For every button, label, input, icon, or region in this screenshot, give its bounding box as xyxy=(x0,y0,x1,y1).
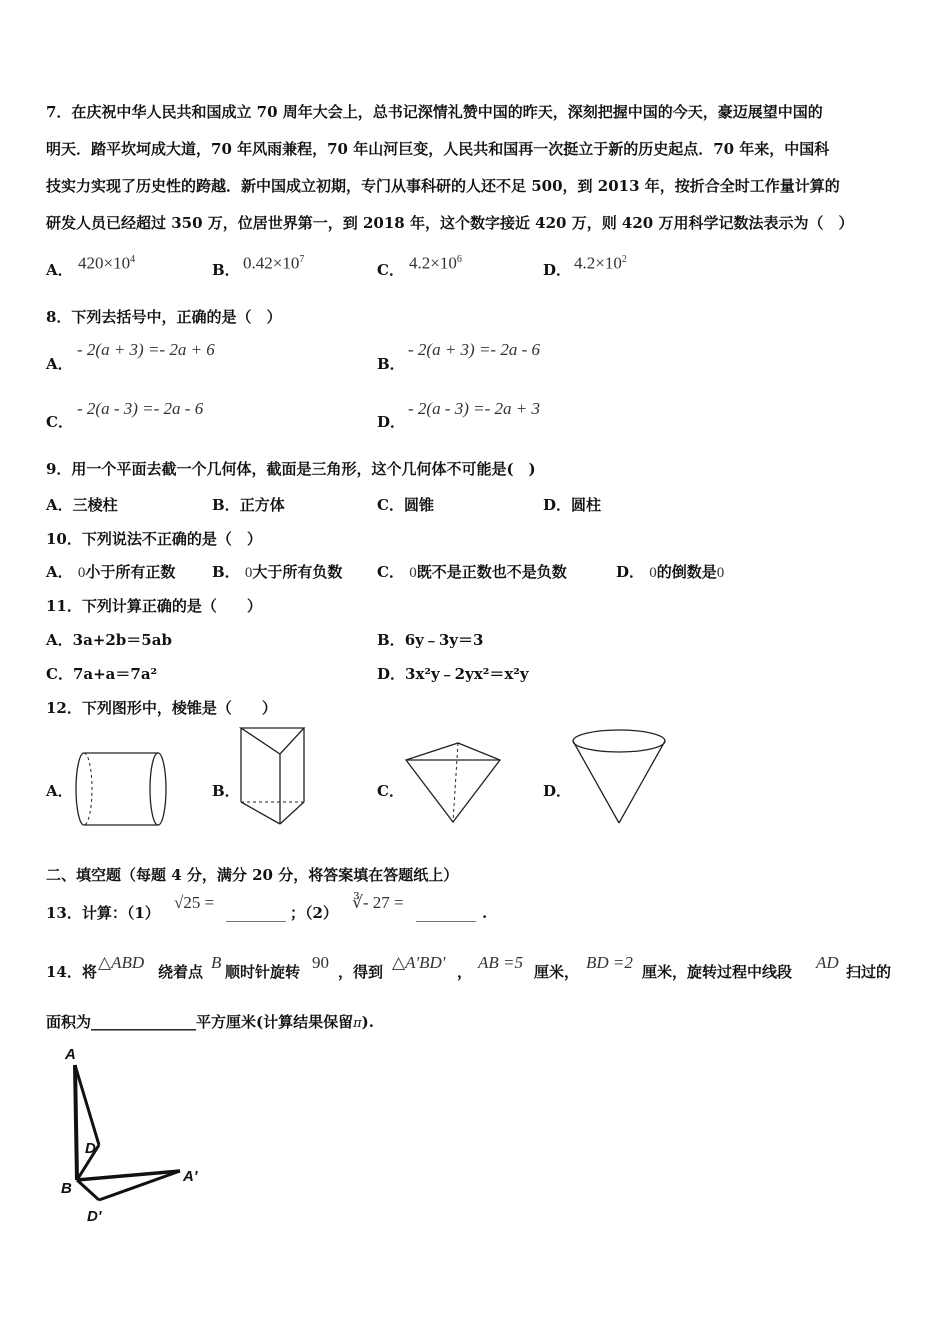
q14-part-7: △A'BD' xyxy=(392,953,446,972)
q11-option-c: C．7a+a＝7a² xyxy=(46,665,158,683)
q11-option-b: B．6y﹣3y＝3 xyxy=(377,631,484,649)
q11-stem: 11．下列计算正确的是（ ） xyxy=(46,597,262,615)
q14-part-10: 厘米， xyxy=(534,963,580,981)
q12-option-a-label: A． xyxy=(46,782,73,800)
figure-label-d-prime: D' xyxy=(87,1208,102,1225)
q7-option-c-label: C． xyxy=(377,261,404,279)
q8-option-c-label: C． xyxy=(46,413,73,431)
q12-option-c-label: C． xyxy=(377,782,404,800)
q7-option-b-label: B． xyxy=(212,261,240,279)
q12-option-b-label: B． xyxy=(212,782,240,800)
q8-option-c-expr: - 2(a - 3) =- 2a - 6 xyxy=(77,399,204,418)
q14-part-11: BD =2 xyxy=(586,953,633,972)
q8-option-b-label: B． xyxy=(377,355,405,373)
q10-option-d: D． 0的倒数是0 xyxy=(616,563,725,581)
q10-stem: 10．下列说法不正确的是（ ） xyxy=(46,530,262,548)
q14-part-13: AD xyxy=(816,953,839,972)
q9-option-d: D．圆柱 xyxy=(543,496,602,514)
q13-blank-2: ________ xyxy=(416,904,476,922)
q14-part-5: 90 xyxy=(312,953,329,972)
q10-option-c: C． 0既不是正数也不是负数 xyxy=(377,563,567,581)
q13-end: . xyxy=(482,904,488,922)
q8-option-d-expr: - 2(a - 3) =- 2a + 3 xyxy=(408,399,540,418)
q14-part-4: 顺时针旋转 xyxy=(225,963,301,981)
q7-option-a-label: A． xyxy=(46,261,73,279)
q12-stem: 12．下列图形中，棱锥是（ ） xyxy=(46,699,277,717)
cylinder-right-face xyxy=(150,753,166,825)
q14-part-3: B xyxy=(211,953,222,972)
cone-figure xyxy=(570,728,670,826)
q14-part-12: 厘米，旋转过程中线段 xyxy=(642,963,793,981)
q9-option-b: B．正方体 xyxy=(212,496,285,514)
q7-line-3: 技实力实现了历史性的跨越．新中国成立初期，专门从事科研的人还不足 500，到 2013 年，按折合全时工作量计算的 xyxy=(46,177,840,195)
q13-expr-1: √25 = xyxy=(174,893,215,912)
q7-option-a-expr: $420\times 10^4$ xyxy=(78,253,136,273)
q14-part-6: ，得到 xyxy=(338,963,384,981)
q11-option-a: A．3a+2b＝5ab xyxy=(46,631,172,649)
q8-option-b-expr: - 2(a + 3) =- 2a - 6 xyxy=(408,340,540,359)
q8-option-a-label: A． xyxy=(46,355,73,373)
figure-label-b: B xyxy=(61,1180,72,1197)
q14-part-8: ， xyxy=(457,963,473,981)
q9-stem: 9．用一个平面去截一个几何体，截面是三角形，这个几何体不可能是( ) xyxy=(46,460,536,478)
q7-line-1: 7．在庆祝中华人民共和国成立 70 周年大会上，总书记深情礼赞中国的昨天，深刻把握中国的今天，豪迈展望中国的 xyxy=(46,103,823,121)
q13-blank-1: ________ xyxy=(226,904,286,922)
q8-option-d-label: D． xyxy=(377,413,406,431)
q14-part-1: △ABD xyxy=(98,953,145,972)
rotation-figure xyxy=(55,1045,215,1230)
figure-label-a-prime: A' xyxy=(183,1168,198,1185)
q10-option-a: A． 0小于所有正数 xyxy=(46,563,176,581)
q12-option-d-label: D． xyxy=(543,782,572,800)
pyramid-figure xyxy=(403,740,503,826)
q13-sep: ；（2） xyxy=(290,904,338,922)
q14-part-9: AB =5 xyxy=(478,953,523,972)
q8-option-a-expr: - 2(a + 3) =- 2a + 6 xyxy=(77,340,215,359)
figure-label-d: D xyxy=(85,1140,96,1157)
q13-expr-2: ∛- 27 = xyxy=(352,893,404,912)
q7-line-2: 明天．踏平坎坷成大道，70 年风雨兼程，70 年山河巨变，人民共和国再一次挺立于新的历史起点．70 年来，中国科 xyxy=(46,140,830,158)
q13-prefix: 13．计算：（1） xyxy=(46,904,160,922)
triangular-prism-figure xyxy=(238,726,308,826)
q8-stem: 8．下列去括号中，正确的是（ ） xyxy=(46,308,282,326)
cylinder-figure xyxy=(74,750,174,828)
section-2-title: 二、填空题（每题 4 分，满分 20 分，将答案填在答题纸上） xyxy=(46,866,459,884)
q10-option-b: B． 0大于所有负数 xyxy=(212,563,343,581)
q9-option-c: C．圆锥 xyxy=(377,496,434,514)
q14-part-2: 绕着点 xyxy=(158,963,204,981)
q9-option-a: A．三棱柱 xyxy=(46,496,118,514)
q7-option-b-expr: $0.42\times 10^7$ xyxy=(243,253,305,273)
q7-option-d-expr: $4.2\times 10^2$ xyxy=(574,253,627,273)
q14-part-14: 扫过的 xyxy=(846,963,892,981)
q7-line-4: 研发人员已经超过 350 万，位居世界第一，到 2018 年，这个数字接近 420 万，则 420 万用科学记数法表示为（ ） xyxy=(46,214,854,232)
q7-option-c-expr: $4.2\times 10^6$ xyxy=(409,253,462,273)
figure-label-a: A xyxy=(65,1046,76,1063)
q11-option-d: D．3x²y﹣2yx²＝x²y xyxy=(377,665,529,683)
q14-line-2: 面积为______________平方厘米(计算结果保留π). xyxy=(46,1013,374,1031)
q14-part-0: 14．将 xyxy=(46,963,97,981)
q7-option-d-label: D． xyxy=(543,261,572,279)
